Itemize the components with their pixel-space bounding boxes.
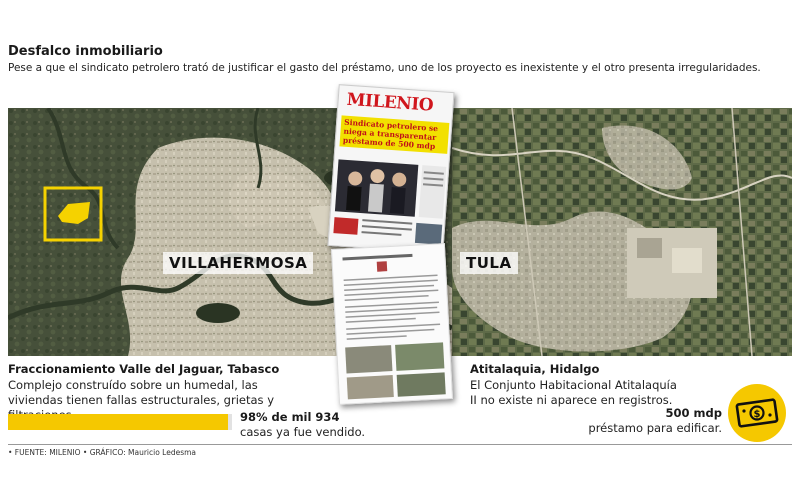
- sold-houses-stat-text: casas ya fue vendido.: [240, 425, 366, 439]
- milenio-newspaper-front-page: [327, 84, 454, 254]
- infographic-title: Desfalco inmobiliario: [8, 44, 163, 59]
- tula-satellite-map: [452, 108, 792, 356]
- atitalaquia-description: El Conjunto Habitacional Atitalaquía II no existe ni aparece en registros.: [470, 378, 677, 407]
- tula-map-art: [452, 108, 792, 356]
- valle-del-jaguar-description: Complejo construído sobre un humedal, las viviendas tienen fallas estructurales, grietas y: [8, 378, 274, 407]
- newspaper-headline: Sindicato petrolero se niega a transparentar préstamo de 500 mdp: [339, 115, 449, 153]
- source-credit: • FUENTE: MILENIO • GRÁFICO: Mauricio Ledesma: [8, 448, 197, 457]
- newspaper-masthead: MILENIO: [346, 89, 434, 116]
- money-bill-icon: [728, 384, 786, 442]
- sold-houses-progress-fill: [8, 414, 228, 430]
- infographic-subtitle: Pese a que el sindicato petrolero trató de justificar el gasto del préstamo, uno de los proyecto es inexistente y el otro presenta irregularidades.: [8, 62, 761, 74]
- sold-houses-stat-value: 98% de mil 934: [240, 410, 340, 424]
- loan-amount-text: préstamo para edificar.: [588, 421, 722, 435]
- newspaper-photo-art: [328, 85, 454, 254]
- sold-houses-progress-bar: [8, 414, 232, 430]
- loan-amount-value: 500 mdp: [665, 406, 722, 420]
- atitalaquia-title: Atitalaquia, Hidalgo: [470, 362, 600, 376]
- document-art: [332, 244, 453, 405]
- tula-label: TULA: [460, 252, 518, 274]
- official-document: [331, 243, 453, 405]
- money-bill-icon-art: [728, 384, 786, 442]
- valle-del-jaguar-title: Fraccionamiento Valle del Jaguar, Tabasco: [8, 362, 280, 376]
- footer-divider: [8, 444, 792, 445]
- svg-text:$: $: [753, 409, 761, 420]
- villahermosa-label: VILLAHERMOSA: [163, 252, 313, 274]
